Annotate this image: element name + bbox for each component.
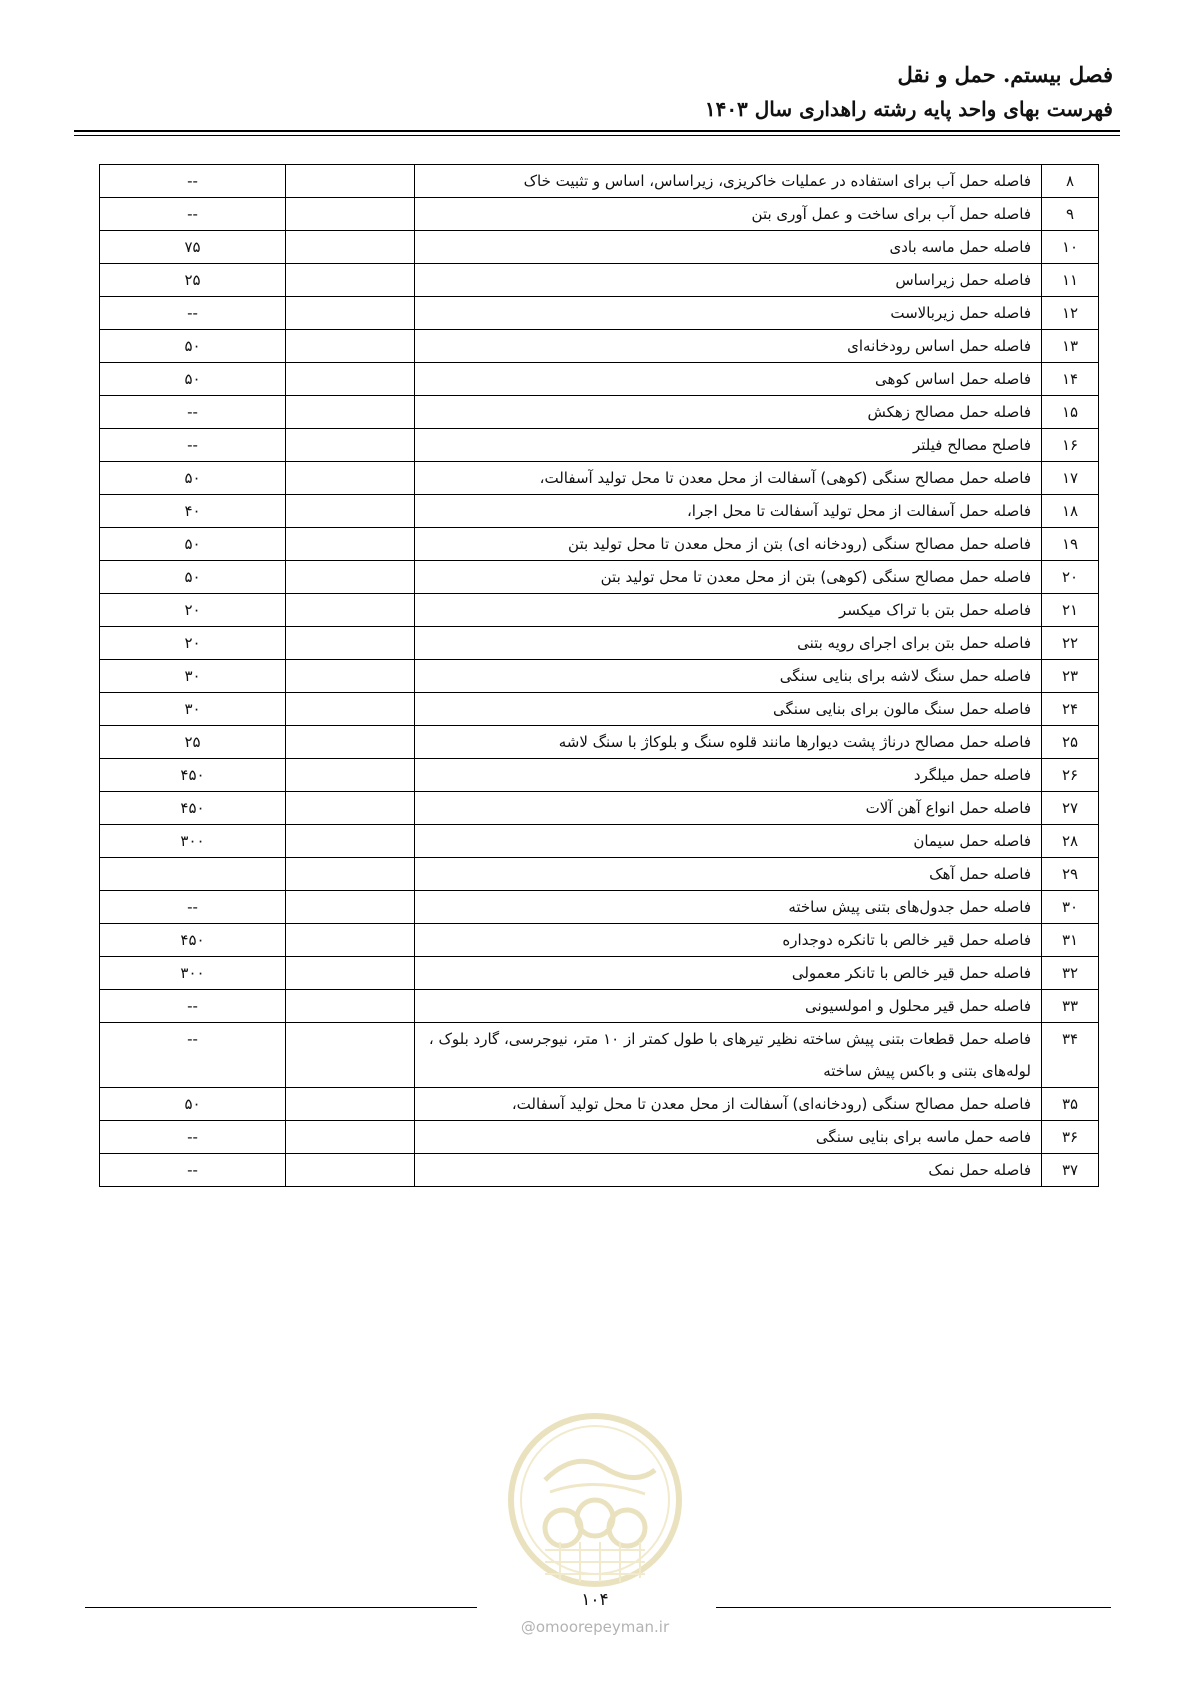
row-description: فاصله حمل زیربالاست [415, 297, 1042, 330]
footer-rule-right [716, 1607, 1111, 1608]
row-description: فاصله حمل آب برای ساخت و عمل آوری بتن [415, 198, 1042, 231]
row-number: ۱۰ [1042, 231, 1099, 264]
price-list-title: فهرست بهای واحد پایه رشته راهداری سال ۱۴۰۳ [704, 97, 1113, 121]
table-row [100, 363, 1099, 396]
table-row [100, 1088, 1099, 1121]
row-number: ۲۹ [1042, 858, 1099, 891]
table-row [100, 759, 1099, 792]
row-blank-cell [286, 495, 415, 528]
row-blank-cell [286, 561, 415, 594]
row-blank-cell [286, 165, 415, 198]
row-blank-cell [286, 396, 415, 429]
row-blank-cell [286, 1088, 415, 1121]
row-description: فاصله حمل آب برای استفاده در عملیات خاکریزی، زیراساس، اساس و تثبیت خاک [415, 165, 1042, 198]
table-row [100, 429, 1099, 462]
row-number: ۳۲ [1042, 957, 1099, 990]
row-distance: ۷۵ [100, 231, 286, 264]
table-row [100, 330, 1099, 363]
row-description: فاصله حمل آهک [415, 858, 1042, 891]
table-row [100, 660, 1099, 693]
row-number: ۲۰ [1042, 561, 1099, 594]
row-number: ۲۲ [1042, 627, 1099, 660]
row-distance: -- [100, 990, 286, 1023]
row-distance: ۳۰ [100, 693, 286, 726]
table-row [100, 165, 1099, 198]
row-blank-cell [286, 198, 415, 231]
row-blank-cell [286, 1023, 415, 1088]
table-row [100, 561, 1099, 594]
row-distance: ۵۰ [100, 1088, 286, 1121]
row-number: ۱۹ [1042, 528, 1099, 561]
table-row [100, 1121, 1099, 1154]
row-blank-cell [286, 792, 415, 825]
row-distance: ۵۰ [100, 561, 286, 594]
row-blank-cell [286, 660, 415, 693]
row-distance: ۵۰ [100, 462, 286, 495]
row-number: ۳۰ [1042, 891, 1099, 924]
row-distance: -- [100, 891, 286, 924]
row-blank-cell [286, 363, 415, 396]
row-description: فاصله حمل جدول‌های بتنی پیش ساخته [415, 891, 1042, 924]
row-number: ۳۶ [1042, 1121, 1099, 1154]
row-distance: ۲۵ [100, 264, 286, 297]
row-distance: ۲۵ [100, 726, 286, 759]
row-distance: -- [100, 396, 286, 429]
row-number: ۱۵ [1042, 396, 1099, 429]
row-number: ۱۴ [1042, 363, 1099, 396]
row-number: ۲۱ [1042, 594, 1099, 627]
row-description: فاصله حمل مصالح سنگی (کوهی) بتن از محل معدن تا محل تولید بتن [415, 561, 1042, 594]
row-description: فاصله حمل اساس کوهی [415, 363, 1042, 396]
row-description: فاصله حمل سنگ مالون برای بنایی سنگی [415, 693, 1042, 726]
row-description: فاصله حمل مصالح زهکش [415, 396, 1042, 429]
row-distance: ۵۰ [100, 363, 286, 396]
row-distance: ۲۰ [100, 594, 286, 627]
table-row [100, 891, 1099, 924]
row-number: ۳۷ [1042, 1154, 1099, 1187]
row-distance: ۳۰۰ [100, 825, 286, 858]
row-number: ۱۶ [1042, 429, 1099, 462]
row-number: ۳۳ [1042, 990, 1099, 1023]
row-number: ۸ [1042, 165, 1099, 198]
table-row [100, 990, 1099, 1023]
row-blank-cell [286, 759, 415, 792]
row-description: فاصله حمل قیر محلول و امولسیونی [415, 990, 1042, 1023]
row-distance: ۴۵۰ [100, 759, 286, 792]
row-number: ۲۶ [1042, 759, 1099, 792]
table-row [100, 264, 1099, 297]
row-blank-cell [286, 264, 415, 297]
row-number: ۱۷ [1042, 462, 1099, 495]
row-blank-cell [286, 429, 415, 462]
row-blank-cell [286, 924, 415, 957]
row-blank-cell [286, 891, 415, 924]
table-row [100, 726, 1099, 759]
table-row [100, 825, 1099, 858]
row-blank-cell [286, 825, 415, 858]
footer-rule-left [85, 1607, 477, 1608]
row-number: ۱۳ [1042, 330, 1099, 363]
row-distance: -- [100, 429, 286, 462]
row-number: ۳۴ [1042, 1023, 1099, 1088]
row-blank-cell [286, 957, 415, 990]
row-distance: ۴۵۰ [100, 924, 286, 957]
row-blank-cell [286, 1121, 415, 1154]
row-description: فاصله حمل مصالح درناژ پشت دیوارها مانند قلوه سنگ و بلوکاژ با سنگ لاشه [415, 726, 1042, 759]
row-number: ۳۱ [1042, 924, 1099, 957]
row-blank-cell [286, 462, 415, 495]
row-distance: ۴۵۰ [100, 792, 286, 825]
watermark-site-text: @omoorepeyman.ir [520, 1618, 670, 1636]
header-rule-thick [74, 130, 1120, 132]
row-description: فاصله حمل قیر خالص با تانکره دوجداره [415, 924, 1042, 957]
row-description: فاصله حمل نمک [415, 1154, 1042, 1187]
table-row [100, 627, 1099, 660]
row-number: ۱۱ [1042, 264, 1099, 297]
table-row [100, 1023, 1099, 1088]
row-distance: ۳۰۰ [100, 957, 286, 990]
table-row [100, 957, 1099, 990]
table-row [100, 1154, 1099, 1187]
row-description: فاصله حمل ماسه بادی [415, 231, 1042, 264]
row-number: ۲۳ [1042, 660, 1099, 693]
table-row [100, 462, 1099, 495]
row-distance: ۴۰ [100, 495, 286, 528]
row-distance: -- [100, 198, 286, 231]
table-row [100, 297, 1099, 330]
row-distance: ۵۰ [100, 330, 286, 363]
row-blank-cell [286, 726, 415, 759]
table-row [100, 396, 1099, 429]
row-blank-cell [286, 990, 415, 1023]
table-row [100, 495, 1099, 528]
row-distance: ۲۰ [100, 627, 286, 660]
row-description: فاصله حمل مصالح سنگی (رودخانه‌ای) آسفالت از محل معدن تا محل تولید آسفالت، [415, 1088, 1042, 1121]
row-blank-cell [286, 594, 415, 627]
row-description: فاصله حمل آسفالت از محل تولید آسفالت تا محل اجرا، [415, 495, 1042, 528]
page-header [705, 58, 1113, 126]
row-number: ۹ [1042, 198, 1099, 231]
row-description: فاصله حمل قطعات بتنی پیش ساخته نظیر تیرهای با طول کمتر از ۱۰ متر، نیوجرسی، گارد بلوک ، لوله‌های بتنی و باکس پیش ساخته [415, 1023, 1042, 1088]
row-description: فاصله حمل اساس رودخانه‌ای [415, 330, 1042, 363]
row-description: فاصله حمل مصالح سنگی (رودخانه ای) بتن از محل معدن تا محل تولید بتن [415, 528, 1042, 561]
table-row [100, 693, 1099, 726]
table-row [100, 594, 1099, 627]
row-description: فاصله حمل زیراساس [415, 264, 1042, 297]
header-rule-thin [74, 135, 1120, 136]
row-description: فاصله حمل مصالح سنگی (کوهی) آسفالت از محل معدن تا محل تولید آسفالت، [415, 462, 1042, 495]
row-number: ۲۸ [1042, 825, 1099, 858]
row-description: فاصه حمل ماسه برای بنایی سنگی [415, 1121, 1042, 1154]
row-number: ۲۷ [1042, 792, 1099, 825]
chapter-title: فصل بیستم. حمل و نقل [897, 62, 1113, 87]
table-row [100, 858, 1099, 891]
row-blank-cell [286, 297, 415, 330]
row-blank-cell [286, 1154, 415, 1187]
row-distance: -- [100, 1154, 286, 1187]
table-row [100, 528, 1099, 561]
row-blank-cell [286, 528, 415, 561]
row-number: ۱۲ [1042, 297, 1099, 330]
row-description: فاصله حمل میلگرد [415, 759, 1042, 792]
hauling-distance-table [99, 164, 1099, 1187]
row-distance: -- [100, 165, 286, 198]
row-description: فاصله حمل بتن با تراک میکسر [415, 594, 1042, 627]
row-distance: -- [100, 1023, 286, 1088]
row-description: فاصله حمل بتن برای اجرای رویه بتنی [415, 627, 1042, 660]
watermark-logo-icon [505, 1410, 685, 1590]
page-number: ۱۰۴ [581, 1590, 609, 1610]
row-description: فاصله حمل سیمان [415, 825, 1042, 858]
row-description: فاصلح مصالح فیلتر [415, 429, 1042, 462]
row-description: فاصله حمل انواع آهن آلات [415, 792, 1042, 825]
table-row [100, 924, 1099, 957]
table-row [100, 231, 1099, 264]
row-blank-cell [286, 330, 415, 363]
row-blank-cell [286, 693, 415, 726]
table-row [100, 198, 1099, 231]
table-row [100, 792, 1099, 825]
row-blank-cell [286, 627, 415, 660]
row-distance: -- [100, 297, 286, 330]
row-number: ۲۵ [1042, 726, 1099, 759]
row-number: ۱۸ [1042, 495, 1099, 528]
row-number: ۲۴ [1042, 693, 1099, 726]
row-distance: ۵۰ [100, 528, 286, 561]
row-number: ۳۵ [1042, 1088, 1099, 1121]
row-description: فاصله حمل قیر خالص با تانکر معمولی [415, 957, 1042, 990]
row-blank-cell [286, 231, 415, 264]
row-distance [100, 858, 286, 891]
row-distance: -- [100, 1121, 286, 1154]
row-distance: ۳۰ [100, 660, 286, 693]
row-description: فاصله حمل سنگ لاشه برای بنایی سنگی [415, 660, 1042, 693]
row-blank-cell [286, 858, 415, 891]
